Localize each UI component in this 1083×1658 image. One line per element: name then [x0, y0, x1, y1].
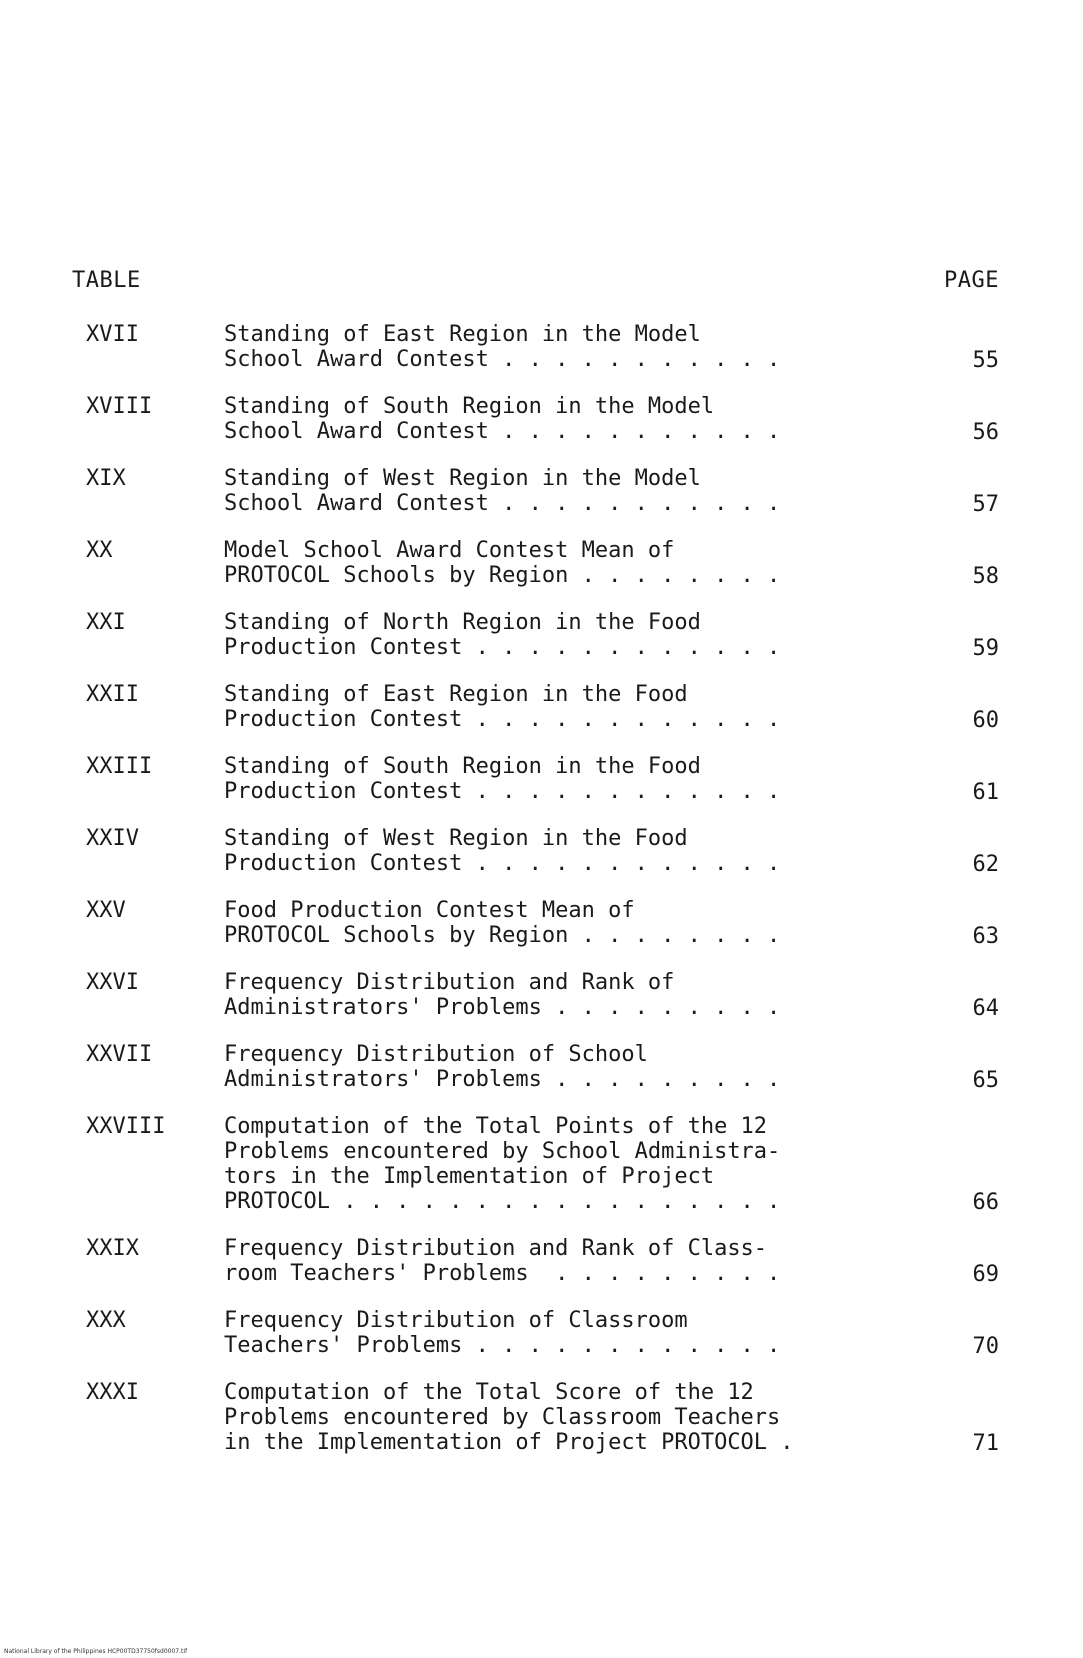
- table-title: [224, 610, 884, 660]
- table-title: [224, 898, 884, 948]
- page-number: 69: [972, 1262, 999, 1287]
- table-number: XX: [86, 538, 113, 563]
- table-number: XIX: [86, 466, 126, 491]
- table-number: XXX: [86, 1308, 126, 1333]
- table-title-line: Administrators' Problems . . . . . . . . .: [224, 1067, 781, 1092]
- table-number: XXI: [86, 610, 126, 635]
- table-number: XXV: [86, 898, 126, 923]
- table-title-line: Standing of North Region in the Food: [224, 610, 701, 635]
- table-title-line: Frequency Distribution of School: [224, 1042, 648, 1067]
- table-number: XXVI: [86, 970, 139, 995]
- scan-footer-note: National Library of the Philippines HCP00TD37750fsd0007.tif: [4, 1648, 188, 1655]
- table-title: [224, 1114, 884, 1214]
- table-title-line: Production Contest . . . . . . . . . . . .: [224, 851, 781, 876]
- table-number: XXXI: [86, 1380, 139, 1405]
- page-number: 59: [972, 636, 999, 661]
- page-number: 55: [972, 348, 999, 373]
- page-number: 70: [972, 1334, 999, 1359]
- table-title-line: School Award Contest . . . . . . . . . . .: [224, 491, 781, 516]
- table-title-line: PROTOCOL Schools by Region . . . . . . . .: [224, 923, 781, 948]
- table-title-line: Administrators' Problems . . . . . . . . .: [224, 995, 781, 1020]
- table-title: [224, 970, 884, 1020]
- table-title-line: School Award Contest . . . . . . . . . . .: [224, 347, 781, 372]
- table-title-line: Production Contest . . . . . . . . . . . .: [224, 707, 781, 732]
- table-number: XVIII: [86, 394, 153, 419]
- page-number: 66: [972, 1190, 999, 1215]
- table-title: [224, 826, 884, 876]
- table-title-line: tors in the Implementation of Project: [224, 1164, 715, 1189]
- table-title-line: room Teachers' Problems . . . . . . . . .: [224, 1261, 781, 1286]
- table-title-line: Production Contest . . . . . . . . . . . .: [224, 779, 781, 804]
- page-column-header: PAGE: [944, 268, 999, 293]
- page-number: 57: [972, 492, 999, 517]
- table-title: [224, 682, 884, 732]
- table-title-line: Food Production Contest Mean of: [224, 898, 635, 923]
- table-title-line: PROTOCOL . . . . . . . . . . . . . . . . .: [224, 1189, 781, 1214]
- table-title: [224, 322, 884, 372]
- table-title-line: School Award Contest . . . . . . . . . . .: [224, 419, 781, 444]
- table-title-line: Teachers' Problems . . . . . . . . . . . .: [224, 1333, 781, 1358]
- table-number: XVII: [86, 322, 139, 347]
- page-number: 63: [972, 924, 999, 949]
- table-title: [224, 754, 884, 804]
- page-number: 61: [972, 780, 999, 805]
- table-title-line: Standing of West Region in the Food: [224, 826, 688, 851]
- table-title-line: Standing of East Region in the Food: [224, 682, 688, 707]
- page-number: 60: [972, 708, 999, 733]
- table-number: XXIII: [86, 754, 153, 779]
- page-number: 58: [972, 564, 999, 589]
- table-title: [224, 538, 884, 588]
- table-title: [224, 394, 884, 444]
- page-number: 56: [972, 420, 999, 445]
- table-title-line: Production Contest . . . . . . . . . . . .: [224, 635, 781, 660]
- table-title-line: Frequency Distribution of Classroom: [224, 1308, 688, 1333]
- table-title-line: Problems encountered by Classroom Teachers: [224, 1405, 781, 1430]
- table-title-line: Frequency Distribution and Rank of: [224, 970, 675, 995]
- table-title-line: Model School Award Contest Mean of: [224, 538, 675, 563]
- table-title-line: PROTOCOL Schools by Region . . . . . . . .: [224, 563, 781, 588]
- table-title-line: Frequency Distribution and Rank of Class-: [224, 1236, 768, 1261]
- table-number: XXVIII: [86, 1114, 166, 1139]
- table-number: XXII: [86, 682, 139, 707]
- page-number: 62: [972, 852, 999, 877]
- table-title-line: Standing of West Region in the Model: [224, 466, 701, 491]
- page-number: 71: [972, 1431, 999, 1456]
- page-number: 64: [972, 996, 999, 1021]
- table-title-line: Problems encountered by School Administra-: [224, 1139, 781, 1164]
- table-title: [224, 1308, 884, 1358]
- table-title-line: Standing of South Region in the Food: [224, 754, 701, 779]
- table-title-line: Computation of the Total Score of the 12: [224, 1380, 754, 1405]
- table-number: XXIV: [86, 826, 139, 851]
- table-title: [224, 1380, 884, 1455]
- table-title-line: Computation of the Total Points of the 12: [224, 1114, 768, 1139]
- table-title-line: Standing of South Region in the Model: [224, 394, 715, 419]
- table-title: [224, 1042, 884, 1092]
- table-number: XXIX: [86, 1236, 139, 1261]
- table-title-line: in the Implementation of Project PROTOCOL .: [224, 1430, 794, 1455]
- table-number: XXVII: [86, 1042, 153, 1067]
- table-title-line: Standing of East Region in the Model: [224, 322, 701, 347]
- table-title: [224, 466, 884, 516]
- table-column-header: TABLE: [72, 268, 141, 293]
- page-number: 65: [972, 1068, 999, 1093]
- table-title: [224, 1236, 884, 1286]
